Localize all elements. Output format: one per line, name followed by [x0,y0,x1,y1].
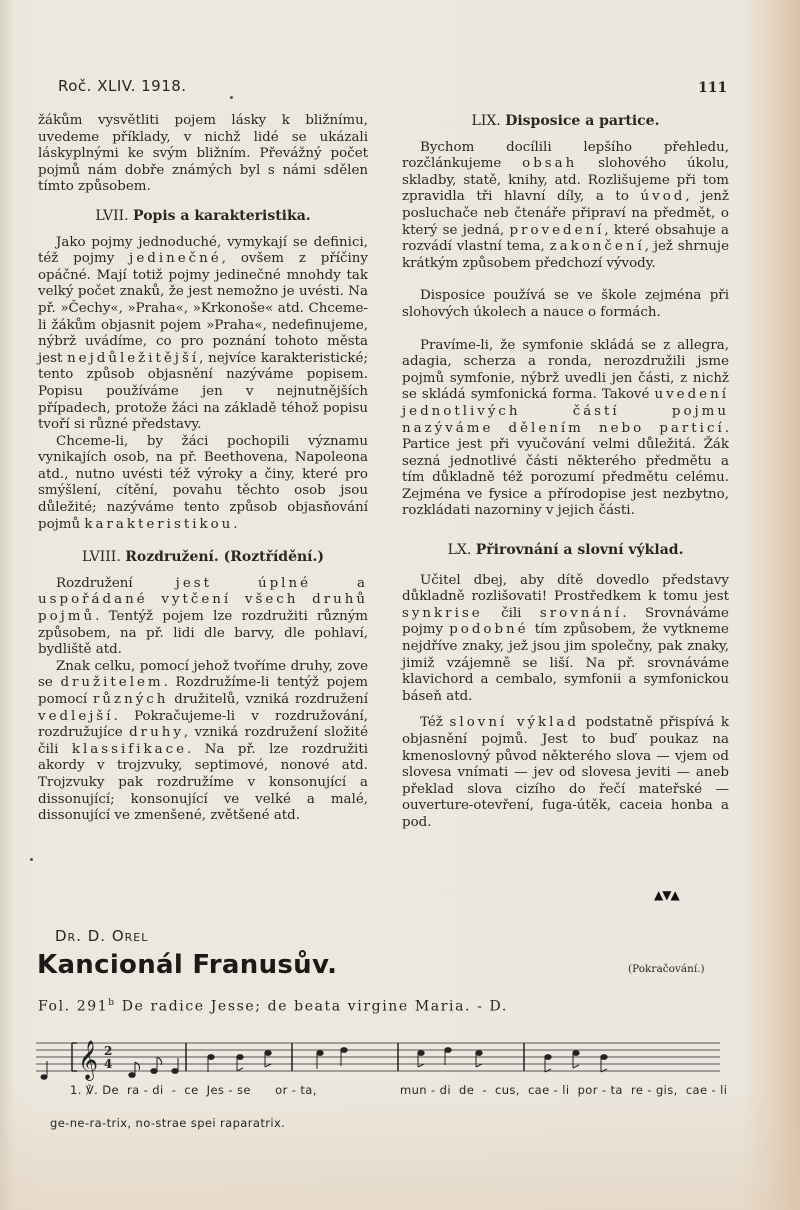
note [208,1055,214,1072]
text-run: , které obsahuje a rozvádí vlastní tema, [402,222,729,255]
note [172,1058,178,1073]
paragraph [402,140,729,273]
text-run: . Partice jest při vyučování velmi důležitá. Žák sezná jednotlivé části některého předmětu a tím důkladně též porozumí předmětu celému. Zejména ve fysice a přírodopise jest nezbytno, rozkládati nazorniny v jejich části. [402,420,729,519]
running-header-volume: Roč. XLIV. 1918. [58,77,187,95]
page-number: 111 [698,80,728,96]
lyrics-line-1a: 1. ℣. De ra - di - ce Jes - se or - ta, [70,1083,317,1097]
text-run: , jenž posluchače neb čtenáře připraví na předmět, o který se jedná, [402,189,729,238]
text-run: Jako pojmy jednoduché, vymykají se definici, též pojmy [38,234,368,267]
text-run: . Srovnáváme pojmy [402,605,729,638]
spaced-emphasis: slovní výklad [449,715,579,731]
spaced-emphasis: různých [93,692,169,707]
note [418,1051,424,1067]
text-run: Rozdružení [56,575,176,591]
paragraph [402,715,729,831]
text-run: tím způsobem, že vytkneme nejdříve znaky, jež jsou jim společny, pak znaky, jimiž vzájemně se liší. Na př. srovnáváme klavichord a cembalo, symfonii a symfonickou báseň atd. [402,622,729,704]
spacer [402,272,729,288]
speck [230,96,233,99]
folio-label: Fol. 291 [38,998,109,1015]
text-run: Bychom docílili lepšího přehledu, rozčlánkujeme [402,139,729,172]
section-heading-60 [402,542,729,559]
treble-clef-icon: 𝄞 [78,1040,99,1080]
text-run: , jež shrnuje krátkým způsobem předchozí vývody. [402,239,729,271]
section-heading-57 [38,208,368,225]
text-run: Učitel dbej, aby dítě dovedlo představy důkladně rozlišovati! Prostředkem k tomu jest [402,572,729,605]
text-run: družitelů, vzniká rozdružení [168,692,368,707]
text-run: . Rozdružíme-li tentýž pojem pomocí [38,675,368,707]
section-number: LIX. [471,113,501,129]
section-heading-58 [38,549,368,566]
spaced-emphasis: synkrise [402,605,483,621]
time-signature-bottom: 4 [104,1057,113,1071]
lyrics-line-1b: mun - di de - cus, cae - li por - ta re - gis, cae - li [400,1083,728,1097]
text-run: . Pokračujeme-li v rozdružování, rozdružujíce [38,708,368,741]
text-run: . [233,516,238,532]
paragraph [38,235,368,434]
staff-lines [36,1043,720,1071]
time-signature-top: 2 [104,1044,113,1058]
text-run: Též [420,715,450,731]
note [573,1051,579,1068]
paragraph [402,573,729,706]
folio-line [38,998,508,1015]
text-run: , ovšem z příčiny opáčné. Mají totiž pojmy jedinečné mnohdy tak velký počet znaků, že jest nemožno je uvésti. Na př. »Čechy«, »Praha«, »Krkonoše« atd. Chceme-li žákům objasnit pojem »Praha«, nedefinujeme, nýbrž uvádíme, co pro poznání tohoto města jest [38,251,368,366]
spacer [402,322,729,338]
spaced-emphasis: provedení [509,222,605,238]
spaced-emphasis: vedlejší [38,708,114,724]
text-run: slohového úkolu, skladby, statě, knihy, atd. Rozlišujeme při tom zpravidla tři hlavní díly, a to [402,156,729,205]
spaced-emphasis: uvedení jednotlivých částí pojmu nazýváme dělením nebo particí [402,387,729,436]
spaced-emphasis: jest úplné a uspořádané vytčení všech druhů pojmů [38,575,368,625]
spaced-emphasis: družitelem [60,675,164,691]
continued-note: (Pokračování.) [628,963,705,975]
section-title: Disposice a partice. [505,113,660,129]
note [445,1048,451,1065]
spaced-emphasis: klassifikace [71,741,187,757]
spaced-emphasis: srovnání [539,605,623,621]
text-run: Znak celku, pomocí jehož tvoříme druhy, zove se [38,658,368,691]
section-number: LVII. [95,207,129,224]
text-run: . Tentýž pojem lze rozdružiti různým způsobem, na př. lidi dle barvy, dle pohlaví, bydliště atd. [38,609,368,658]
note [601,1055,607,1072]
lyrics-line-2: ge-ne-ra-trix, no-strae spei raparatrix. [50,1116,286,1130]
note [545,1055,551,1072]
note [237,1055,243,1071]
section-title: Přirovnání a slovní výklad. [475,542,684,559]
spaced-emphasis: úvod [640,189,686,205]
paragraph [38,576,368,659]
section-end-ornament-icon: ▲▼▲ [654,888,679,902]
section-title: Rozdružení. (Roztřídění.) [125,549,325,566]
section-number: LX. [447,542,472,559]
section-number: LVIII. [81,549,121,566]
folio-superscript: b [108,998,116,1008]
text-run: Pravíme-li, že symfonie skládá se z allegra, adagia, scherza a ronda, nerozdružili jsme pojmů symfonie, nýbrž uvedli jen části, z nichž se skládá symfonická forma. Takové [402,337,729,403]
spaced-emphasis: druhy [129,725,184,741]
paragraph [38,434,368,534]
paragraph: Disposice používá se ve škole zejména při slohových úkolech a nauce o formách. [402,288,729,320]
section-title: Popis a karakteristika. [133,207,311,224]
folio-text: De radice Jesse; de beata virgine Maria. - D. [115,998,508,1015]
right-column [402,113,729,832]
text-run: podstatně přispívá k objasnění pojmů. Jest to buď poukaz na kmenoslovný původ některého slova — vjem od slovesa vnímati — jev od slovesa jeviti — aneb překlad slova cizího do řečí mateřské — ouverture-otevření, fuga-útěk, caceia honba a pod. [402,715,729,830]
article-author: Dr. D. Orel [55,927,149,945]
spaced-emphasis: podobné [449,622,529,638]
note [317,1051,323,1069]
text-run: Chceme-li, by žáci pochopili významu vynikajích osob, na př. Beethovena, Napoleona atd., nutno uvésti též výroky a činy, které pro smýšlení, cítění, povahu těchto osob jsou důležité; nazýváme tento způsob objasňování pojmů [38,433,368,532]
text-run: čili [482,605,540,621]
left-column [38,113,368,825]
paragraph [402,338,729,521]
music-staff [28,1035,728,1085]
section-heading-59 [402,113,729,130]
spaced-emphasis: jedinečné [129,251,222,267]
text-run: , nejvíce karakteristické; tento způsob objasnění nazýváme popisem. Popisu používáme jen v nejnutnějších případech, protože žáci na základě téhož popisu tvoří si různé představy. [38,350,368,433]
article-title: Kancionál Franusův. [37,950,338,980]
spaced-emphasis: obsah [522,156,578,172]
spaced-emphasis: nejdůležitější [67,350,200,366]
notes [41,1048,607,1080]
text-run: . Na př. lze rozdružiti akordy v trojzvuky, septimové, nonové atd. Trojzvuky pak rozdružíme v konsonující a dissonující; konsonující ve velké a malé, dissonující ve zmenšené, zvětšené atd. [38,741,368,824]
spaced-emphasis: zakončení [549,239,645,255]
paragraph [38,659,368,825]
speck [30,858,33,861]
spacer [402,705,729,715]
note [265,1051,271,1067]
intro-paragraph: žákům vysvětliti pojem lásky k bližnímu, uvedeme příklady, v nichž lidé se ukázali láskyplnými ke svým bližním. Převážný počet pojmů nám dobře známých byl s námi sdělen tímto způsobem. [38,113,368,195]
note [476,1051,482,1067]
text-run: , vzniká rozdružení složité čili [38,725,368,757]
spaced-emphasis: karakteristikou [84,516,234,532]
